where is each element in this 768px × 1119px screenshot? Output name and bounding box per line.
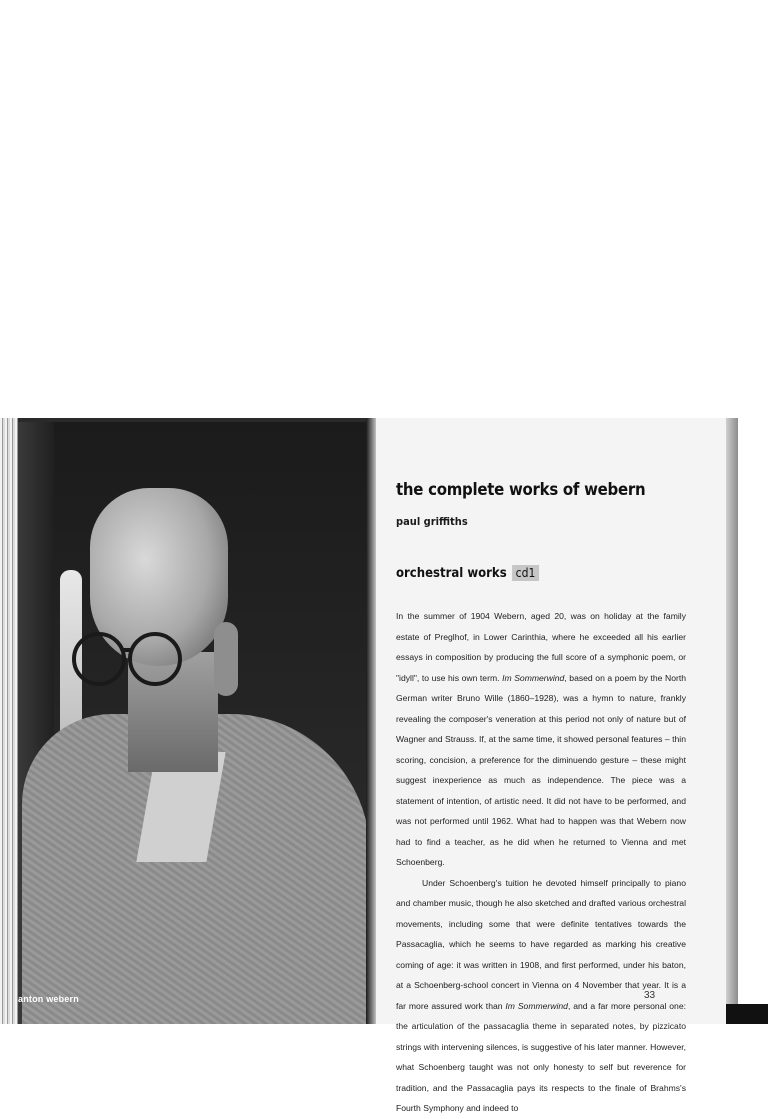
glasses-right-lens bbox=[128, 632, 182, 686]
paragraph-1-part-1: In the summer of 1904 Webern, aged 20, was on holiday at the family estate of Preglhof, in Lower Carinthia, where he exceeded all his earlier essays in composition by producing the full score of a symphonic poem, or "idyll", to use his own term. bbox=[396, 611, 686, 683]
page-title: the complete works of webern bbox=[396, 480, 646, 500]
section-heading bbox=[396, 565, 539, 581]
glasses-bridge bbox=[122, 648, 132, 652]
left-page bbox=[0, 418, 372, 1024]
paragraph-1-part-2: , based on a poem by the North German writer Bruno Wille (1860–1928), was a hymn to nature, frankly revealing the composer's veneration at this period not only of nature but of Wagner and Strauss. If, at the same time, it showed personal features – thin scoring, concision, a preference for the diminuendo gesture – these might suggest inexperience as much as independence. The piece was a statement of intention, of artistic need. It did not have to be performed, and was not performed until 1962. What had to happen was that Webern now had to find a teacher, as he did when he returned to Vienna and met Schoenberg. bbox=[396, 672, 687, 867]
paragraph-2-part-1: Under Schoenberg's tuition he devoted himself principally to piano and chamber music, though he also sketched and drafted various orchestral movements, including some that were definite tentatives towards the Passacaglia, which he seems to have regarded as marking his creative coming of age: it was written in 1908, and first performed, under his baton, at a Schoenberg-school concert in Vienna on 4 November that year. It is a far more assured work than bbox=[396, 877, 686, 1011]
ear bbox=[214, 622, 238, 696]
glasses-left-lens bbox=[72, 632, 126, 686]
page-number: 33 bbox=[644, 990, 656, 1001]
work-title-italic: Im Sommerwind bbox=[502, 672, 565, 683]
cd-badge: cd1 bbox=[512, 565, 539, 581]
section-title: orchestral works bbox=[396, 565, 507, 581]
paragraph-2-part-2: , and a far more personal one: the articulation of the passacaglia theme in separated notes, by pizzicato strings with intervening silences, is suggestive of his later manner. However, what Schoenberg taught was not only honesty to self but reverence for tradition, and the Passacaglia pays its respects to the finale of Brahms's Fourth Symphony and indeed to bbox=[396, 1000, 686, 1113]
right-page bbox=[376, 418, 726, 1113]
author-name: paul griffiths bbox=[396, 515, 468, 528]
photo-caption: anton webern bbox=[18, 994, 79, 1004]
paragraph-2 bbox=[396, 873, 686, 1119]
book-spread bbox=[0, 418, 768, 1113]
body-text bbox=[396, 606, 686, 1119]
scan-shadow bbox=[726, 1004, 768, 1024]
work-title-italic: Im Sommerwind bbox=[505, 1000, 568, 1011]
right-page-edge bbox=[726, 418, 738, 1004]
page-edges bbox=[0, 418, 18, 1024]
portrait-photo bbox=[18, 422, 370, 1024]
paragraph-1 bbox=[396, 606, 686, 873]
